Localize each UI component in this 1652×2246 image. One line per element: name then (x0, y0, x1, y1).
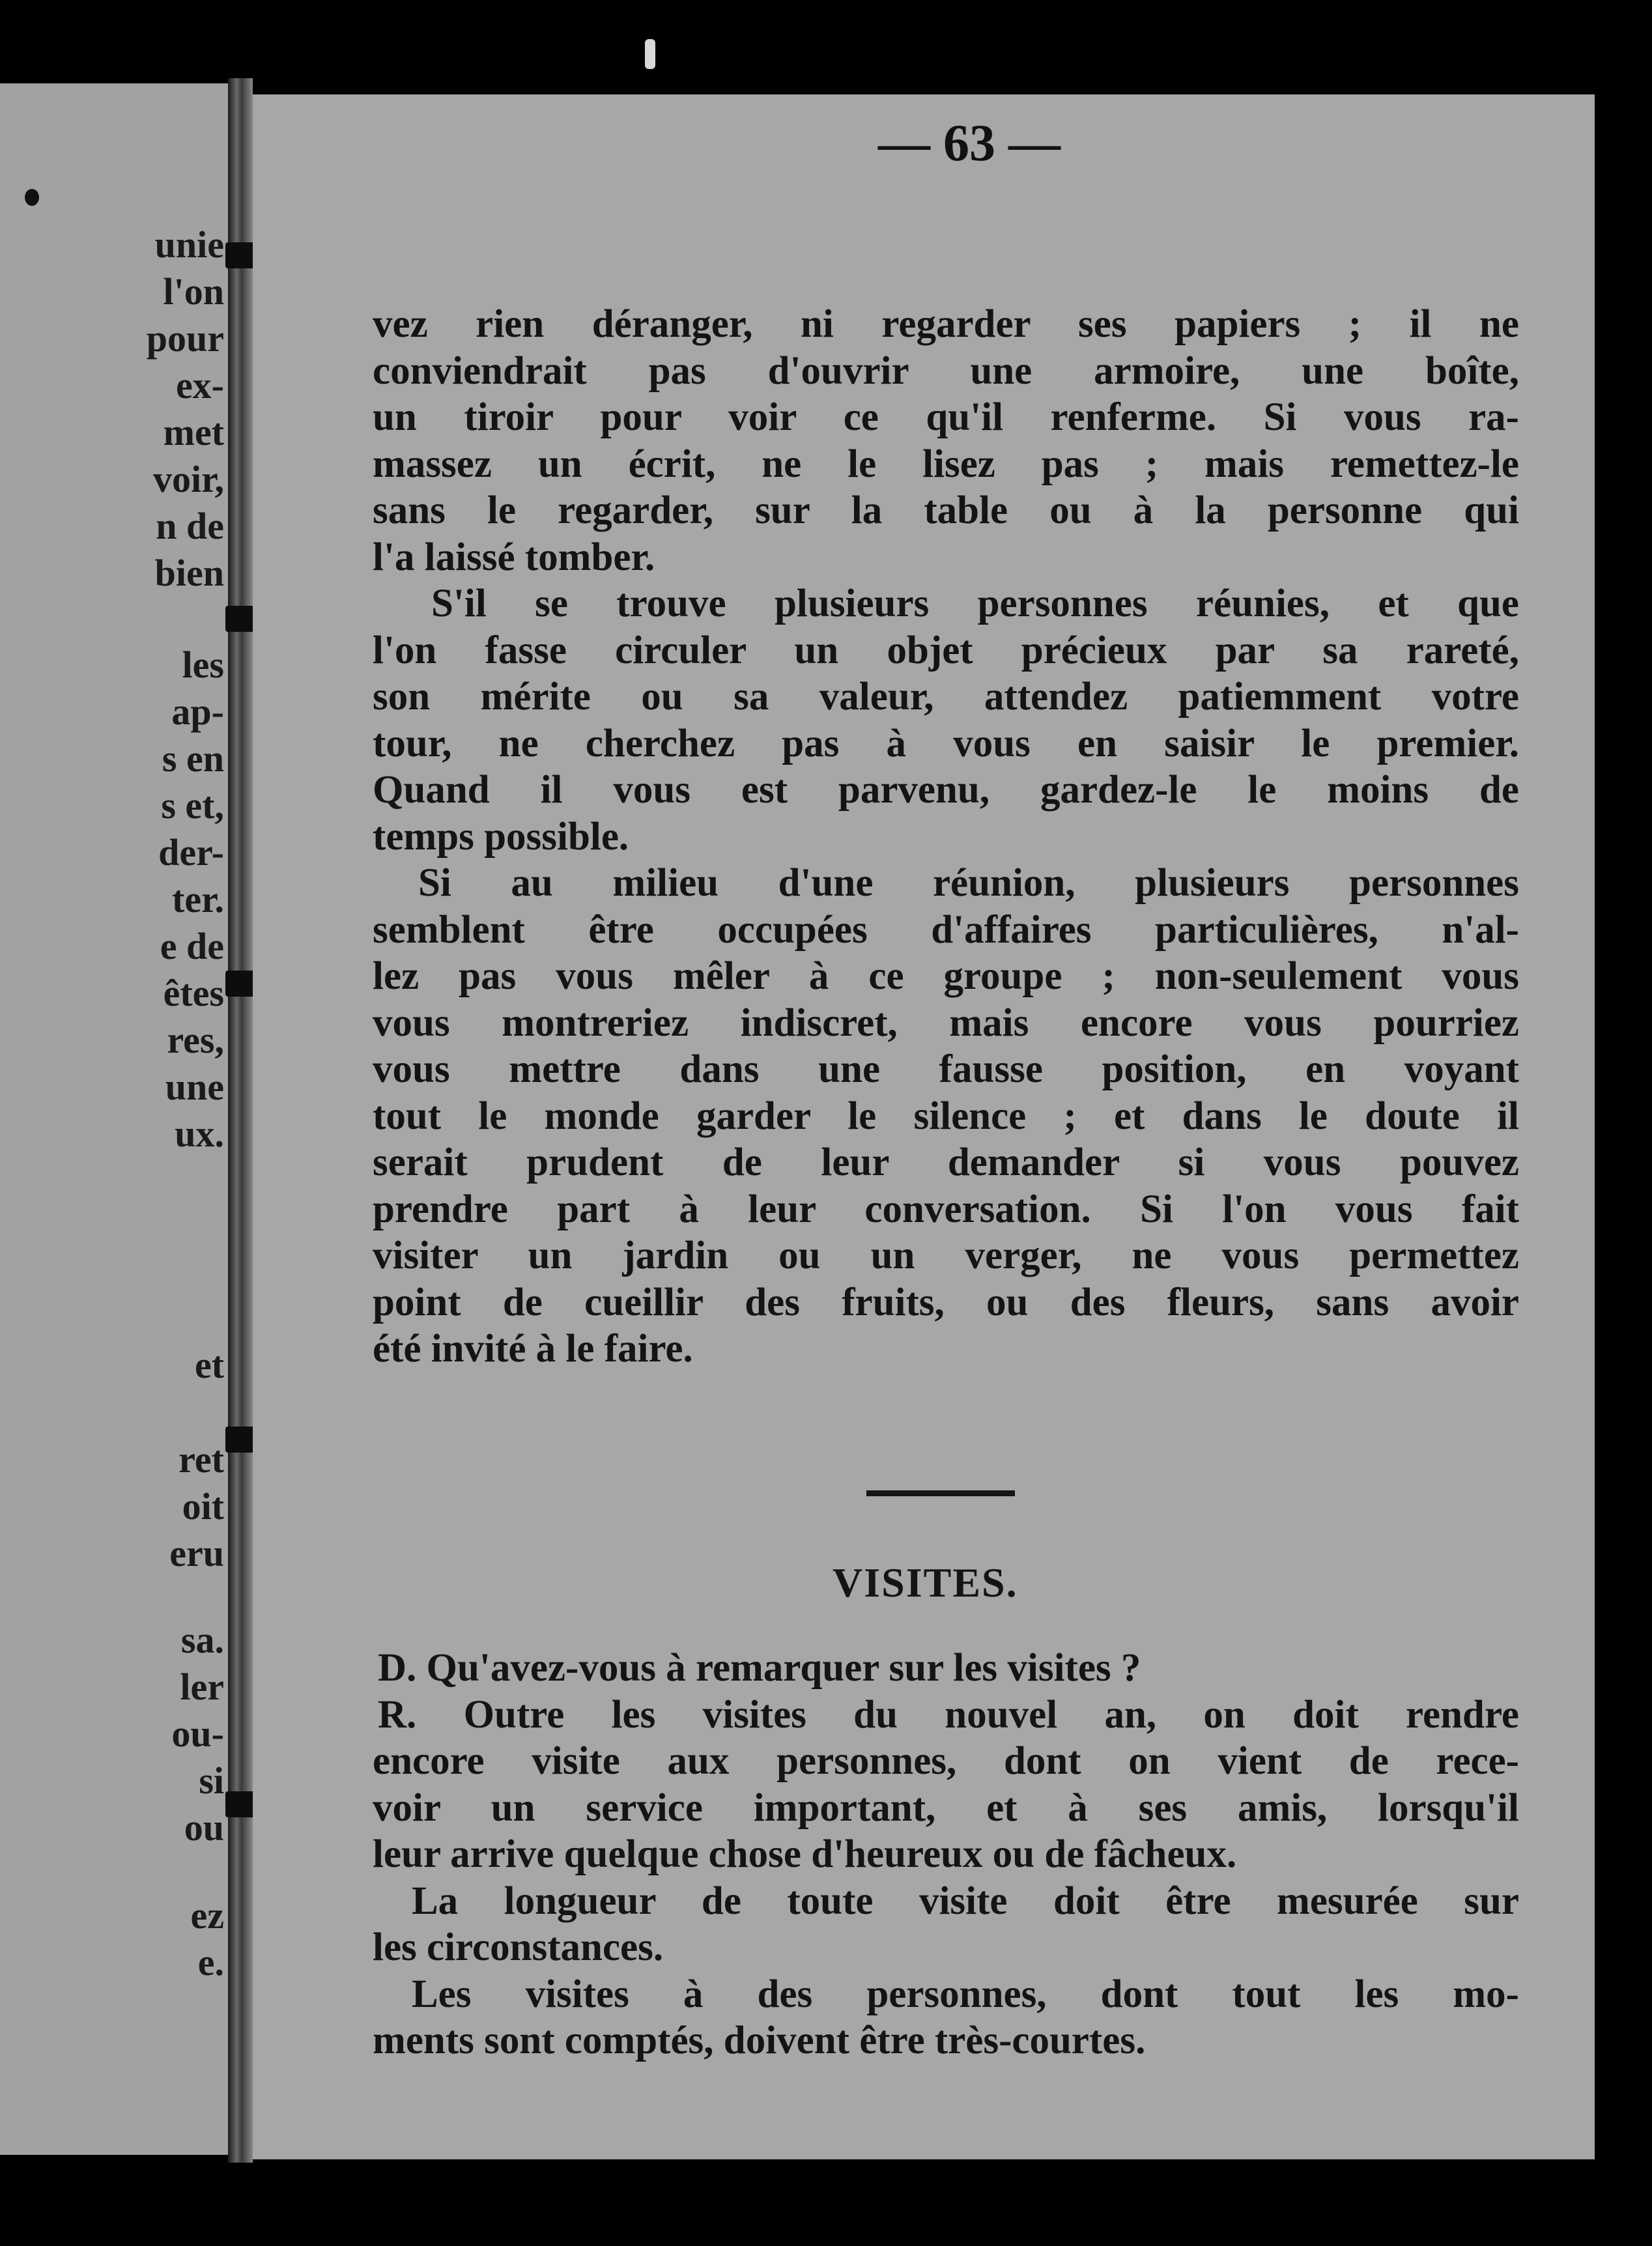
fragment-text: ler (180, 1666, 224, 1708)
text-line: sans le regarder, sur la table ou à la personne qui (373, 489, 1519, 532)
text-line: encore visite aux personnes, dont on vient de rece- (373, 1739, 1519, 1783)
text-line: S'il se trouve plusieurs personnes réunies, et que (431, 582, 1519, 625)
fragment-text: ret (178, 1438, 224, 1481)
fragment-text: s et, (161, 784, 224, 827)
text-line: l'a laissé tomber. (373, 535, 655, 579)
fragment-text: n de (156, 505, 224, 547)
fragment-text: êtes (163, 972, 224, 1014)
text-line: serait prudent de leur demander si vous pouvez (373, 1141, 1519, 1184)
text-line: visiter un jardin ou un verger, ne vous permettez (373, 1234, 1519, 1277)
text-line: R. Outre les visites du nouvel an, on doit rendre (378, 1692, 1519, 1737)
text-line: Quand il vous est parvenu, gardez-le le moins de (373, 768, 1519, 812)
fragment-text: voir, (152, 458, 224, 500)
text-line: ments sont comptés, doivent être très-courtes. (373, 2019, 1146, 2062)
text-line: tout le monde garder le silence ; et dans le doute il (373, 1094, 1519, 1138)
text-line: voir un service important, et à ses amis, lorsqu'il (373, 1785, 1519, 1830)
text-line: Les visites à des personnes, dont tout les mo- (412, 1972, 1519, 2016)
text-line: lez pas vous mêler à ce groupe ; non-seulement vous (373, 954, 1519, 998)
fragment-text: met (163, 411, 224, 453)
text-line: vous mettre dans une fausse position, en voyant (373, 1047, 1519, 1091)
fragment-text: s en (162, 737, 224, 780)
fragment-text: ex- (175, 364, 224, 406)
fragment-text: ux. (175, 1113, 224, 1155)
ink-dot (25, 189, 39, 206)
text-line: vez rien déranger, ni regarder ses papiers ; il ne (373, 302, 1519, 346)
fragment-text: e de (160, 925, 224, 967)
text-line: son mérite ou sa valeur, attendez patiemment votre (373, 675, 1519, 718)
book-gutter (228, 78, 253, 2163)
fragment-text: bien (154, 552, 224, 594)
text-line: semblent être occupées d'affaires particulières, n'al- (373, 907, 1519, 952)
question-answer (373, 1645, 1519, 2064)
page-number: — 63 — (878, 115, 1061, 172)
section-divider (866, 1490, 1015, 1496)
fragment-text: si (199, 1759, 224, 1802)
fragment-text: unie (154, 223, 224, 266)
fragment-text: oit (182, 1485, 224, 1528)
text-line: les circonstances. (373, 1926, 664, 1969)
previous-page-strip (0, 83, 228, 2155)
fragment-text: res, (167, 1019, 224, 1061)
film-mark (645, 39, 655, 69)
text-line: Si au milieu d'une réunion, plusieurs personnes (418, 861, 1519, 905)
fragment-text: ou- (171, 1713, 224, 1755)
fragment-text: ez (190, 1894, 224, 1937)
fragment-text: ou (184, 1806, 224, 1849)
fragment-text: der- (158, 831, 224, 874)
fragment-text: les (182, 644, 224, 686)
fragment-text: et (194, 1344, 224, 1386)
paragraph-3 (373, 860, 1519, 1372)
text-line: été invité à le faire. (373, 1327, 693, 1371)
fragment-text: eru (169, 1532, 224, 1574)
fragment-text: ter. (172, 878, 224, 920)
text-line: massez un écrit, ne le lisez pas ; mais remettez-le (373, 442, 1519, 486)
text-line: vous montreriez indiscret, mais encore vous pourriez (373, 1001, 1519, 1045)
paragraph-1 (373, 301, 1519, 580)
text-line: l'on fasse circuler un objet précieux par sa rareté, (373, 628, 1519, 672)
fragment-text: sa. (180, 1619, 224, 1661)
fragment-text: e. (197, 1941, 224, 1983)
text-line: un tiroir pour voir ce qu'il renferme. Si vous ra- (373, 395, 1519, 439)
fragment-text: une (165, 1066, 224, 1108)
fragment-text: pour (146, 317, 224, 360)
text-line: temps possible. (373, 814, 629, 859)
fragment-text: l'on (163, 270, 224, 313)
text-line: tour, ne cherchez pas à vous en saisir le premier. (373, 721, 1519, 765)
fragment-text: ap- (171, 690, 224, 733)
paragraph-2 (373, 580, 1519, 860)
text-line: point de cueillir des fruits, ou des fleurs, sans avoir (373, 1280, 1519, 1324)
question-line: D. Qu'avez-vous à remarquer sur les visites ? (378, 1646, 1141, 1690)
text-line: leur arrive quelque chose d'heureux ou de fâcheux. (373, 1832, 1237, 1876)
text-line: La longueur de toute visite doit être mesurée sur (412, 1879, 1519, 1923)
section-heading: VISITES. (833, 1559, 1018, 1606)
text-line: prendre part à leur conversation. Si l'on vous fait (373, 1187, 1519, 1231)
text-line: conviendrait pas d'ouvrir une armoire, une boîte, (373, 348, 1519, 393)
